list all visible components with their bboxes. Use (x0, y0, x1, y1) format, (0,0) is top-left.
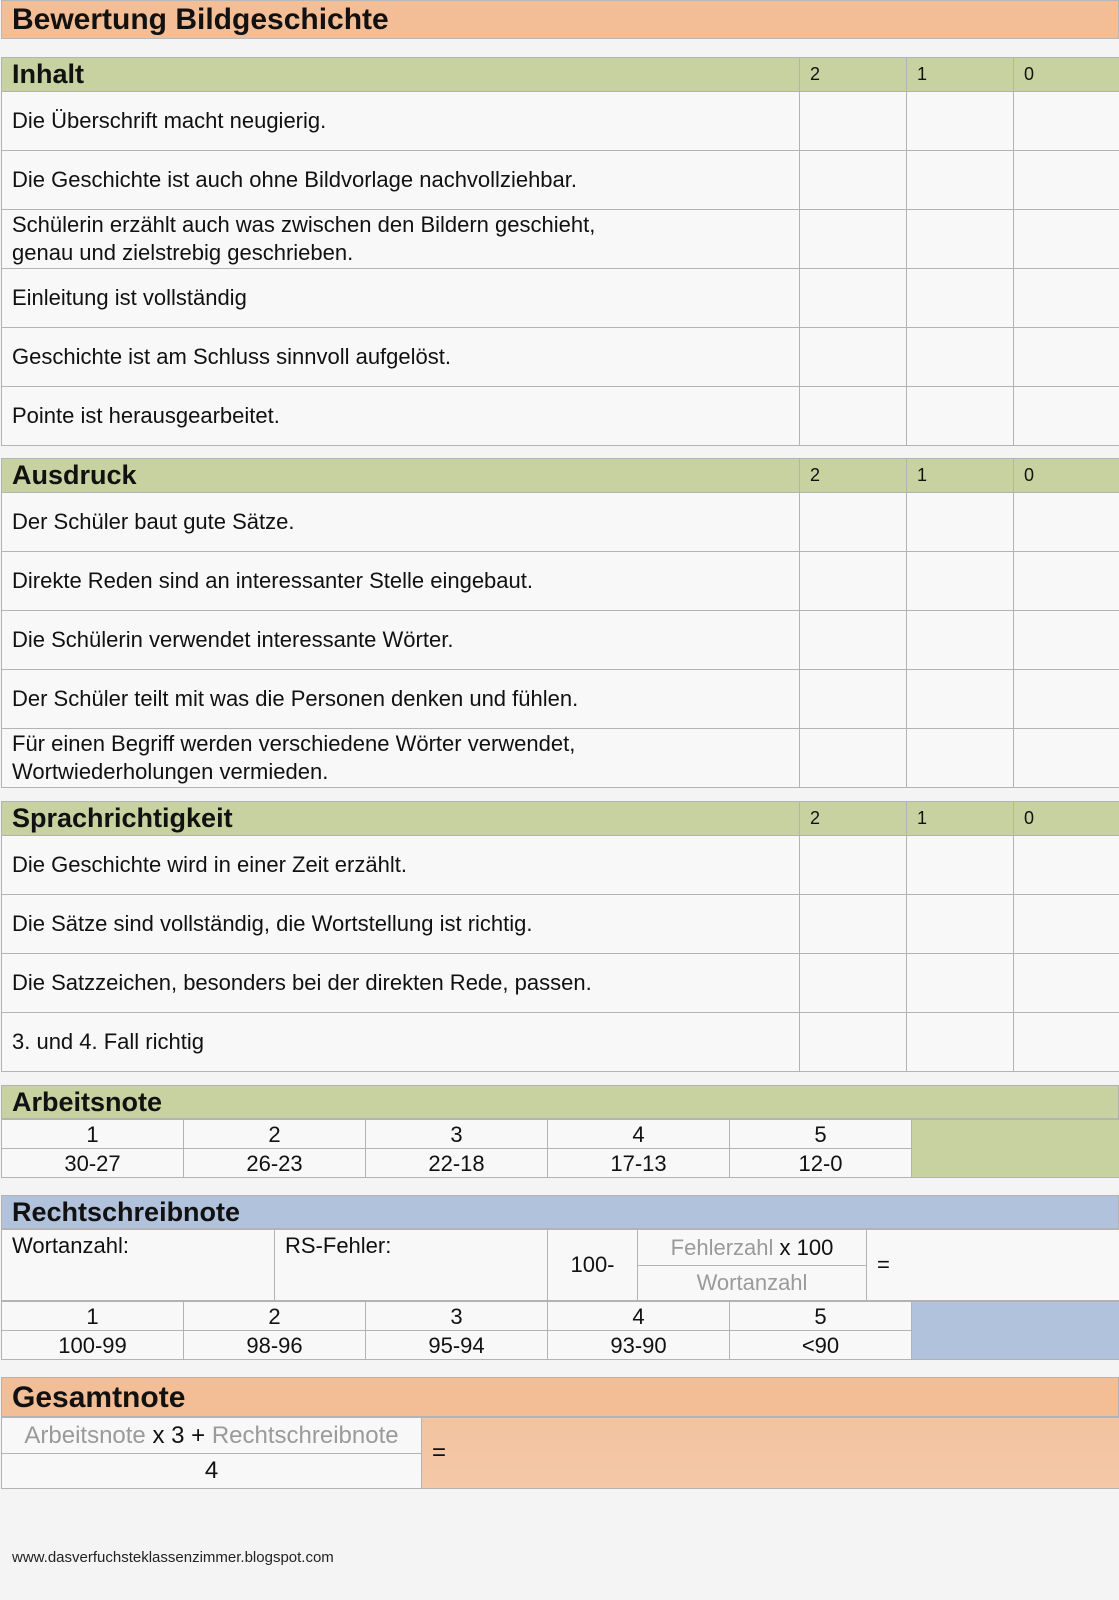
score-cell-2[interactable] (800, 151, 907, 210)
score-cell-2[interactable] (800, 387, 907, 446)
criterion-row (2, 611, 1119, 670)
grade-cell: 2 (184, 1302, 366, 1331)
criterion-row (2, 954, 1119, 1013)
gesamtnote-block (1, 1377, 1119, 1489)
criterion-text: Für einen Begriff werden verschiedene Wörter verwendet, Wortwiederholungen vermieden. (2, 729, 800, 788)
arbeitsnote-variable: Arbeitsnote (24, 1421, 146, 1449)
criterion-text: Die Überschrift macht neugierig. (2, 92, 800, 151)
score-cell-0[interactable] (1014, 210, 1119, 269)
score-label-1: 1 (907, 459, 1014, 493)
numerator-operator: x 100 (773, 1234, 834, 1260)
criterion-row (2, 92, 1119, 151)
formula-denominator: Wortanzahl (638, 1266, 867, 1301)
score-cell-0[interactable] (1014, 269, 1119, 328)
score-label-2: 2 (800, 58, 907, 92)
score-cell-0[interactable] (1014, 670, 1119, 729)
equals-sign: = (877, 1252, 890, 1277)
criterion-text: Pointe ist herausgearbeitet. (2, 387, 800, 446)
grade-cell: 5 (730, 1120, 912, 1149)
criterion-row (2, 729, 1119, 788)
range-cell: 100-99 (2, 1331, 184, 1360)
section-title: Sprachrichtigkeit (2, 802, 800, 836)
score-cell-1[interactable] (907, 895, 1014, 954)
grade-cell: 3 (366, 1120, 548, 1149)
score-cell-0[interactable] (1014, 611, 1119, 670)
rechtschreibnote-table (1, 1301, 1119, 1360)
range-cell: <90 (730, 1331, 912, 1360)
criterion-row (2, 836, 1119, 895)
range-cell: 22-18 (366, 1149, 548, 1178)
score-cell-1[interactable] (907, 328, 1014, 387)
score-cell-2[interactable] (800, 611, 907, 670)
score-cell-1[interactable] (907, 210, 1014, 269)
formula-numerator (638, 1230, 867, 1266)
arbeitsnote-result-field[interactable] (912, 1120, 1119, 1178)
range-cell: 12-0 (730, 1149, 912, 1178)
section-title: Inhalt (2, 58, 800, 92)
score-cell-1[interactable] (907, 552, 1014, 611)
score-label-2: 2 (800, 802, 907, 836)
score-cell-0[interactable] (1014, 493, 1119, 552)
score-label-1: 1 (907, 58, 1014, 92)
score-label-0: 0 (1014, 58, 1119, 92)
range-cell: 93-90 (548, 1331, 730, 1360)
range-cell: 17-13 (548, 1149, 730, 1178)
criterion-text: Geschichte ist am Schluss sinnvoll aufgelöst. (2, 328, 800, 387)
score-cell-2[interactable] (800, 670, 907, 729)
score-cell-2[interactable] (800, 92, 907, 151)
criterion-text: 3. und 4. Fall richtig (2, 1013, 800, 1072)
criterion-text: Die Geschichte ist auch ohne Bildvorlage nachvollziehbar. (2, 151, 800, 210)
score-cell-1[interactable] (907, 92, 1014, 151)
section-header (2, 459, 1119, 493)
gesamtnote-formula (1, 1417, 1119, 1489)
score-cell-0[interactable] (1014, 836, 1119, 895)
arbeitsnote-table (1, 1119, 1119, 1178)
score-cell-0[interactable] (1014, 1013, 1119, 1072)
gesamtnote-result-field[interactable] (422, 1418, 1119, 1489)
section-ausdruck (1, 458, 1119, 788)
arbeitsnote-block (1, 1085, 1119, 1178)
criterion-text: Direkte Reden sind an interessanter Stelle eingebaut. (2, 552, 800, 611)
formula-prefix: 100- (548, 1230, 638, 1301)
criterion-row (2, 1013, 1119, 1072)
range-cell: 95-94 (366, 1331, 548, 1360)
gesamtnote-divisor: 4 (2, 1454, 422, 1489)
score-cell-0[interactable] (1014, 895, 1119, 954)
arbeitsnote-title: Arbeitsnote (1, 1085, 1119, 1119)
wortanzahl-field[interactable] (2, 1230, 275, 1301)
criterion-row (2, 895, 1119, 954)
rs-result-field[interactable] (867, 1230, 1119, 1301)
section-inhalt (1, 57, 1119, 446)
score-cell-2[interactable] (800, 836, 907, 895)
criterion-text: Die Satzzeichen, besonders bei der direkten Rede, passen. (2, 954, 800, 1013)
score-cell-0[interactable] (1014, 552, 1119, 611)
equals-sign: = (432, 1439, 447, 1466)
score-cell-1[interactable] (907, 269, 1014, 328)
section-sprachrichtigkeit (1, 801, 1119, 1072)
grade-cell: 3 (366, 1302, 548, 1331)
score-cell-1[interactable] (907, 670, 1014, 729)
score-cell-1[interactable] (907, 493, 1014, 552)
section-header (2, 58, 1119, 92)
page-title: Bewertung Bildgeschichte (1, 0, 1119, 39)
score-cell-0[interactable] (1014, 954, 1119, 1013)
arbeitsnote-grade-row (2, 1120, 1119, 1149)
criterion-text: Der Schüler teilt mit was die Personen denken und fühlen. (2, 670, 800, 729)
score-cell-1[interactable] (907, 151, 1014, 210)
score-cell-2[interactable] (800, 328, 907, 387)
criterion-text: Einleitung ist vollständig (2, 269, 800, 328)
rs-fehler-label: RS-Fehler: (285, 1233, 392, 1258)
range-cell: 30-27 (2, 1149, 184, 1178)
section-header (2, 802, 1119, 836)
criterion-row (2, 552, 1119, 611)
score-cell-0[interactable] (1014, 387, 1119, 446)
criterion-row (2, 493, 1119, 552)
score-cell-2[interactable] (800, 552, 907, 611)
criterion-row (2, 387, 1119, 446)
rechtschreibnote-variable: Rechtschreibnote (211, 1421, 399, 1449)
wortanzahl-label: Wortanzahl: (12, 1233, 129, 1258)
criterion-row (2, 151, 1119, 210)
criterion-row (2, 328, 1119, 387)
criterion-row (2, 210, 1119, 269)
score-label-0: 0 (1014, 459, 1119, 493)
numerator-variable: Fehlerzahl (670, 1234, 774, 1260)
score-cell-0[interactable] (1014, 729, 1119, 788)
grade-cell: 5 (730, 1302, 912, 1331)
score-cell-2[interactable] (800, 954, 907, 1013)
criterion-text: Schülerin erzählt auch was zwischen den Bildern geschieht, genau und zielstrebig geschrieben. (2, 210, 800, 269)
rs-grade-row (2, 1302, 1119, 1331)
rechtschreibnote-formula (1, 1229, 1119, 1301)
rechtschreibnote-title: Rechtschreibnote (1, 1195, 1119, 1229)
score-label-0: 0 (1014, 802, 1119, 836)
gesamtnote-title: Gesamtnote (1, 1377, 1119, 1417)
range-cell: 98-96 (184, 1331, 366, 1360)
rs-fehler-field[interactable] (275, 1230, 548, 1301)
gesamtnote-numerator (2, 1418, 422, 1454)
score-cell-1[interactable] (907, 954, 1014, 1013)
score-label-1: 1 (907, 802, 1014, 836)
score-cell-2[interactable] (800, 729, 907, 788)
score-cell-0[interactable] (1014, 328, 1119, 387)
grade-cell: 4 (548, 1302, 730, 1331)
criterion-row (2, 670, 1119, 729)
score-cell-1[interactable] (907, 387, 1014, 446)
range-cell: 26-23 (184, 1149, 366, 1178)
criterion-text: Die Schülerin verwendet interessante Wörter. (2, 611, 800, 670)
score-cell-1[interactable] (907, 1013, 1014, 1072)
score-cell-1[interactable] (907, 729, 1014, 788)
criterion-text: Die Sätze sind vollständig, die Wortstellung ist richtig. (2, 895, 800, 954)
criterion-row (2, 269, 1119, 328)
score-cell-0[interactable] (1014, 92, 1119, 151)
score-cell-1[interactable] (907, 836, 1014, 895)
score-cell-2[interactable] (800, 210, 907, 269)
grade-cell: 2 (184, 1120, 366, 1149)
rechtschreibnote-block (1, 1195, 1119, 1360)
section-title: Ausdruck (2, 459, 800, 493)
score-cell-2[interactable] (800, 269, 907, 328)
criterion-text: Die Geschichte wird in einer Zeit erzählt. (2, 836, 800, 895)
footer-url: www.dasverfuchsteklassenzimmer.blogspot.com (12, 1549, 334, 1566)
grade-cell: 4 (548, 1120, 730, 1149)
score-cell-2[interactable] (800, 895, 907, 954)
score-label-2: 2 (800, 459, 907, 493)
grade-cell: 1 (2, 1302, 184, 1331)
score-cell-2[interactable] (800, 493, 907, 552)
score-cell-2[interactable] (800, 1013, 907, 1072)
grade-cell: 1 (2, 1120, 184, 1149)
criterion-text: Der Schüler baut gute Sätze. (2, 493, 800, 552)
score-cell-0[interactable] (1014, 151, 1119, 210)
multiply-plus-operator: x 3 + (145, 1421, 212, 1449)
score-cell-1[interactable] (907, 611, 1014, 670)
rechtschreibnote-result-field[interactable] (912, 1302, 1119, 1360)
